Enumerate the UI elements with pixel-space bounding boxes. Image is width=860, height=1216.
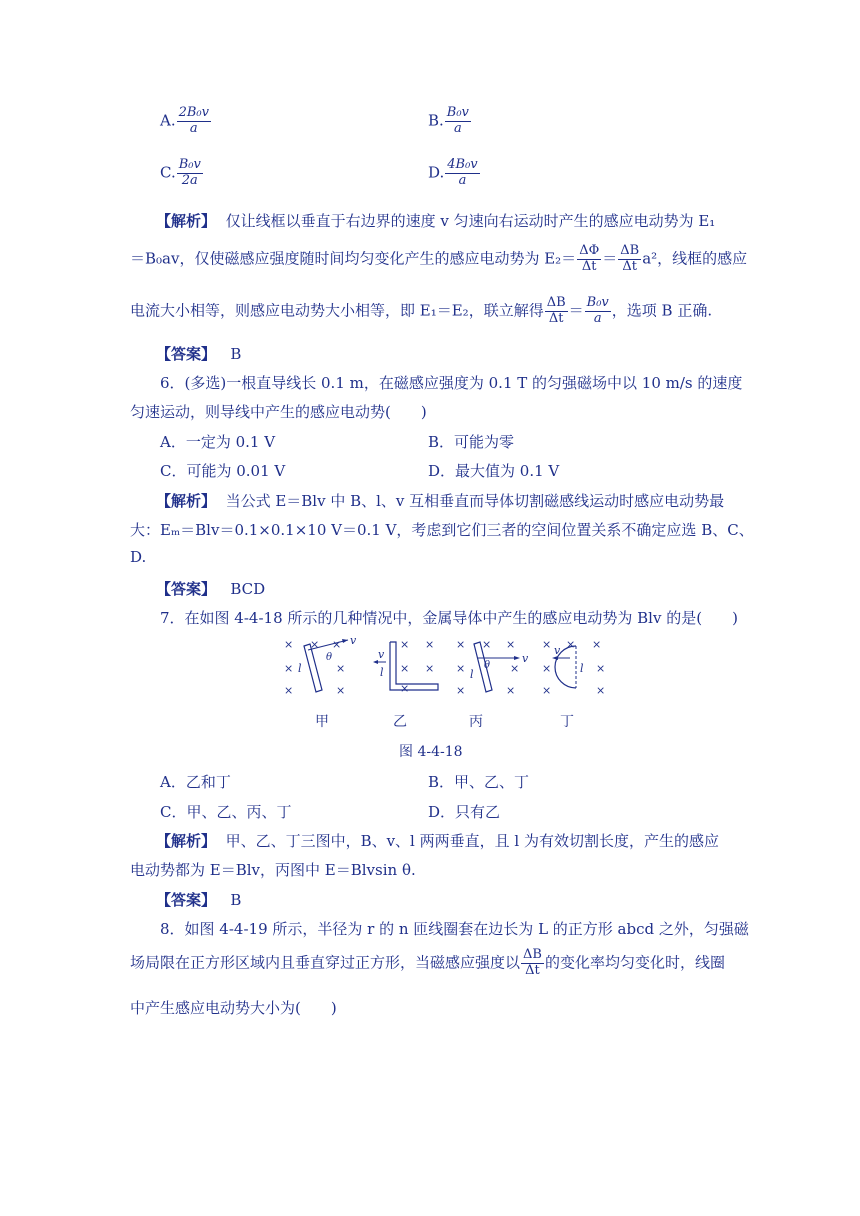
figure-label-ding: 丁 <box>560 714 574 730</box>
svg-text:×: × <box>336 662 346 675</box>
q6-analysis-line1: 【解析】 当公式 E＝Blv 中 B、l、v 互相垂直而导体切割磁感线运动时感应电动势最 <box>156 492 725 510</box>
figure-label-yi: 乙 <box>393 714 407 730</box>
svg-text:θ: θ <box>484 660 491 671</box>
svg-text:×: × <box>542 684 552 697</box>
svg-text:×: × <box>284 638 294 651</box>
svg-text:×: × <box>482 638 492 651</box>
svg-text:×: × <box>425 638 435 651</box>
q7-analysis-line1: 【解析】 甲、乙、丁三图中，B、v、l 两两垂直，且 l 为有效切割长度，产生的感应 <box>156 832 719 850</box>
q6-answer: 【答案】 BCD <box>156 580 266 598</box>
q7-answer: 【答案】 B <box>156 891 242 909</box>
figure-yi <box>373 638 438 695</box>
q7-option-a[interactable]: A．乙和丁 <box>160 773 231 791</box>
q5-analysis-line1: 【解析】 仅让线框以垂直于右边界的速度 v 匀速向右运动时产生的感应电动势为 E₁ <box>156 212 716 230</box>
figure-bing <box>456 638 529 697</box>
q5-answer: 【答案】 B <box>156 345 242 363</box>
svg-text:×: × <box>284 684 294 697</box>
figure-label-jia: 甲 <box>315 714 329 730</box>
svg-text:×: × <box>284 662 294 675</box>
q7-figure <box>270 632 610 702</box>
svg-text:×: × <box>400 662 410 675</box>
svg-text:l: l <box>298 662 302 675</box>
q5-option-a[interactable]: A. $\frac{\text{2B₀v}}{a}$ <box>160 105 209 136</box>
q7-analysis-line2: 电动势都为 E＝Blv，丙图中 E＝Blvsin θ. <box>130 861 416 879</box>
svg-text:v: v <box>554 644 561 657</box>
q6-option-c[interactable]: C．可能为 0.01 V <box>160 462 286 480</box>
svg-text:×: × <box>506 638 516 651</box>
svg-text:×: × <box>596 662 606 675</box>
q6-stem-line1: 6．(多选)一根直导线长 0.1 m，在磁感应强度为 0.1 T 的匀强磁场中以 10 m/s 的速度 <box>160 374 743 392</box>
figure-ding <box>542 638 605 697</box>
q5-option-b[interactable]: B. $\frac{\text{B₀v}}{a}$ <box>428 105 469 136</box>
q6-analysis-line3: D. <box>130 548 147 566</box>
rod-jia <box>304 644 322 692</box>
q5-option-d[interactable]: D. $\frac{\text{4B₀v}}{a}$ <box>428 157 478 188</box>
svg-text:θ: θ <box>326 652 333 663</box>
figure-label-bing: 丙 <box>469 714 483 730</box>
svg-text:×: × <box>510 662 520 675</box>
q6-option-d[interactable]: D．最大值为 0.1 V <box>428 462 560 480</box>
svg-text:×: × <box>425 662 435 675</box>
q6-option-a[interactable]: A．一定为 0.1 V <box>160 433 276 451</box>
q7-stem: 7．在如图 4-4-18 所示的几种情况中，金属导体中产生的感应电动势为 Blv 的是( ) <box>160 609 738 627</box>
figure-caption: 图 4-4-18 <box>399 744 463 760</box>
q6-analysis-line2: 大：Eₘ＝Blv＝0.1×0.1×10 V＝0.1 V，考虑到它们三者的空间位置关系不确定应选 B、C、 <box>130 521 754 539</box>
svg-text:l: l <box>470 668 474 681</box>
q7-option-d[interactable]: D．只有乙 <box>428 803 501 821</box>
svg-text:v: v <box>522 652 529 665</box>
svg-text:×: × <box>456 662 466 675</box>
svg-text:×: × <box>596 684 606 697</box>
svg-text:×: × <box>542 662 552 675</box>
figure-jia <box>284 634 357 697</box>
q5-option-c[interactable]: C. $\frac{\text{B₀v}}{2a}$ <box>160 157 201 188</box>
svg-text:×: × <box>566 638 576 651</box>
svg-text:l: l <box>380 666 384 679</box>
svg-text:×: × <box>456 638 466 651</box>
q8-stem-line2: 场局限在正方形区域内且垂直穿过正方形，当磁感应强度以 $\frac{\Delta B}{\Delta t}$ 的变化率均匀变化时，线圈 <box>130 947 725 978</box>
svg-text:v: v <box>378 648 385 661</box>
svg-text:×: × <box>310 638 320 651</box>
svg-text:×: × <box>542 638 552 651</box>
q8-stem-line3: 中产生感应电动势大小为( ) <box>130 999 337 1017</box>
q5-analysis-line3: 电流大小相等，则感应电动势大小相等，即 E₁＝E₂，联立解得 $\frac{\Delta B}{\Delta t}$ ＝ $\frac{\text{B₀v}}{a}$ ，选项 B 正确. <box>130 295 713 326</box>
svg-text:×: × <box>456 684 466 697</box>
q5-analysis-line2: ＝B₀av，仅使磁感应强度随时间均匀变化产生的感应电动势为 E₂＝ $\frac{\Delta\Phi}{\Delta t}$ ＝ $\frac{\Delta B}{\Delta t}$ a²，线框的感应 <box>130 243 748 274</box>
q6-stem-line2: 匀速运动，则导线中产生的感应电动势( ) <box>130 403 427 421</box>
svg-text:×: × <box>506 684 516 697</box>
q8-stem-line1: 8．如图 4-4-19 所示，半径为 r 的 n 匝线圈套在边长为 L 的正方形 abcd 之外，匀强磁 <box>160 920 749 938</box>
svg-text:×: × <box>400 682 410 695</box>
svg-text:×: × <box>592 638 602 651</box>
svg-text:×: × <box>332 638 342 651</box>
svg-text:×: × <box>400 638 410 651</box>
svg-text:l: l <box>580 662 584 675</box>
svg-text:×: × <box>336 684 346 697</box>
q7-option-c[interactable]: C．甲、乙、丙、丁 <box>160 803 292 821</box>
svg-text:v: v <box>350 634 357 647</box>
q6-option-b[interactable]: B．可能为零 <box>428 433 515 451</box>
q7-option-b[interactable]: B．甲、乙、丁 <box>428 773 530 791</box>
